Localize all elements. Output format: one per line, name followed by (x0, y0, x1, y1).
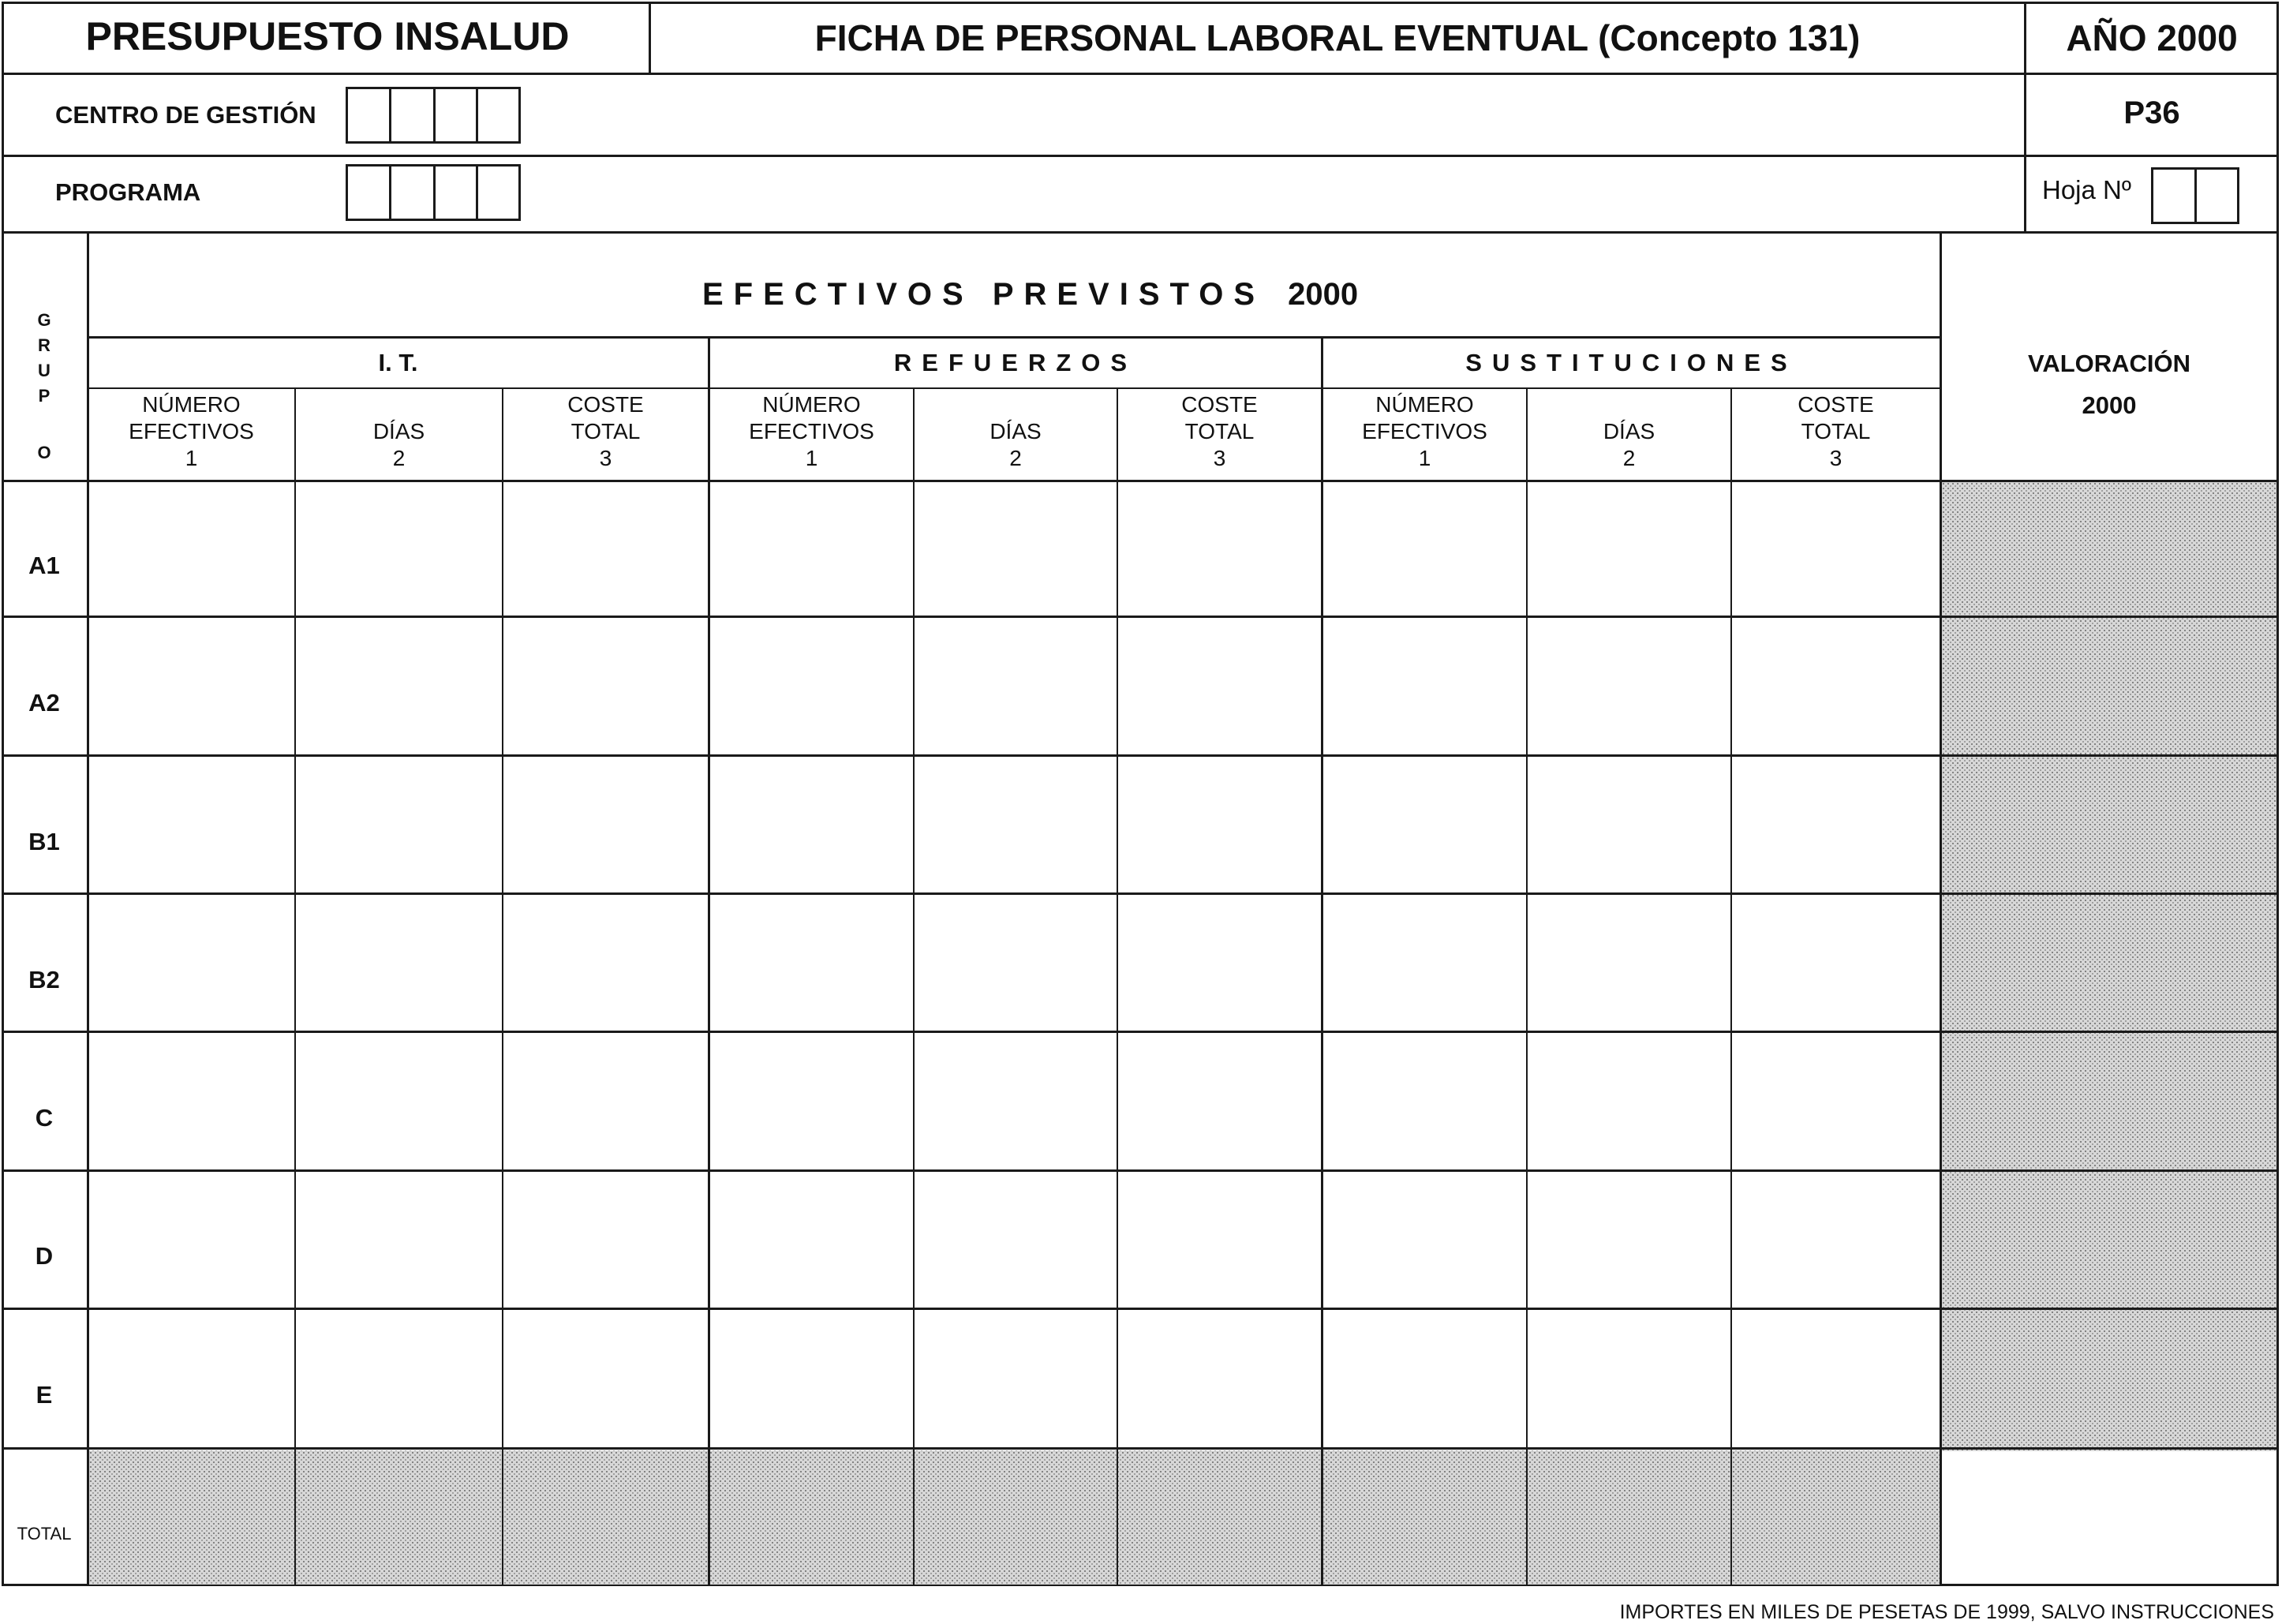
centro-row-bottom-rule (2, 155, 2279, 157)
efectivos-header-rule (87, 336, 1941, 339)
header-divider-left (649, 2, 651, 74)
grupo-letter: P (38, 386, 51, 406)
col-header-coste-total: COSTE TOTAL 3 (1181, 392, 1258, 470)
efectivos-previstos-header: EFECTIVOS PREVISTOS 2000 (702, 277, 1359, 312)
row-rule (2, 892, 2279, 895)
row-label-b1: B1 (28, 828, 60, 855)
column-header-rule (2, 480, 2279, 482)
section-divider-2 (1321, 338, 1323, 1586)
col-header-numero-efectivos: NÚMERO EFECTIVOS 1 (749, 392, 874, 470)
section-header-sustituciones: SUSTITUCIONES (1465, 349, 1798, 376)
col-header-dias: DÍAS 2 (989, 419, 1042, 470)
row-label-a2: A2 (28, 689, 60, 717)
row-rule (2, 1169, 2279, 1172)
col-header-numero-efectivos: NÚMERO EFECTIVOS 1 (1362, 392, 1487, 470)
col-divider (1526, 388, 1528, 1586)
col-divider (294, 388, 296, 1586)
section-header-it: I. T. (378, 349, 418, 376)
budget-title: PRESUPUESTO INSALUD (85, 14, 570, 58)
row-rule (2, 616, 2279, 618)
valoracion-year: 2000 (2082, 391, 2137, 419)
total-row-rule (2, 1447, 2279, 1450)
hoja-number-field[interactable] (2151, 167, 2239, 224)
header-bottom-rule (2, 73, 2279, 75)
col-divider (1730, 388, 1732, 1586)
col-header-coste-total: COSTE TOTAL 3 (567, 392, 644, 470)
year-title: AÑO 2000 (2066, 17, 2238, 58)
valoracion-header: VALORACIÓN (2027, 350, 2191, 377)
row-label-a1: A1 (28, 552, 60, 579)
total-row-shaded (88, 1450, 1941, 1585)
hoja-label: Hoja Nº (2042, 175, 2131, 204)
form-title: FICHA DE PERSONAL LABORAL EVENTUAL (Concepto 131) (814, 17, 1861, 58)
grupo-letter: G (37, 310, 51, 330)
programa-row-bottom-rule (2, 231, 2279, 234)
form-code: P36 (2123, 95, 2180, 130)
row-rule (2, 1031, 2279, 1033)
section-header-rule (87, 387, 1941, 389)
col-divider (913, 388, 915, 1586)
grupo-letter: O (37, 443, 51, 462)
row-label-d: D (35, 1242, 54, 1270)
programa-label: PROGRAMA (55, 178, 201, 206)
centro-gestion-code-field[interactable] (346, 87, 521, 144)
valoracion-shaded-column (1941, 481, 2276, 1451)
section-header-refuerzos: REFUERZOS (893, 349, 1138, 376)
row-rule (2, 1308, 2279, 1310)
grupo-letter: U (38, 361, 51, 380)
col-header-numero-efectivos: NÚMERO EFECTIVOS 1 (129, 392, 254, 470)
col-header-dias: DÍAS 2 (1603, 419, 1655, 470)
section-divider-1 (708, 338, 710, 1586)
row-label-b2: B2 (28, 966, 60, 993)
col-header-dias: DÍAS 2 (372, 419, 425, 470)
col-header-coste-total: COSTE TOTAL 3 (1798, 392, 1874, 470)
grupo-letter: R (38, 335, 51, 355)
row-label-total: TOTAL (17, 1524, 72, 1544)
valoracion-column-rule (1940, 232, 1942, 1586)
centro-gestion-label: CENTRO DE GESTIÓN (55, 101, 316, 129)
row-label-c: C (35, 1104, 54, 1132)
footer-note: IMPORTES EN MILES DE PESETAS DE 1999, SALVO INSTRUCCIONES (1619, 1601, 2274, 1623)
row-rule (2, 754, 2279, 757)
col-divider (502, 388, 503, 1586)
row-label-e: E (36, 1381, 53, 1409)
form-frame (2, 2, 2279, 1586)
col-divider (1117, 388, 1118, 1586)
programa-code-field[interactable] (346, 164, 521, 221)
